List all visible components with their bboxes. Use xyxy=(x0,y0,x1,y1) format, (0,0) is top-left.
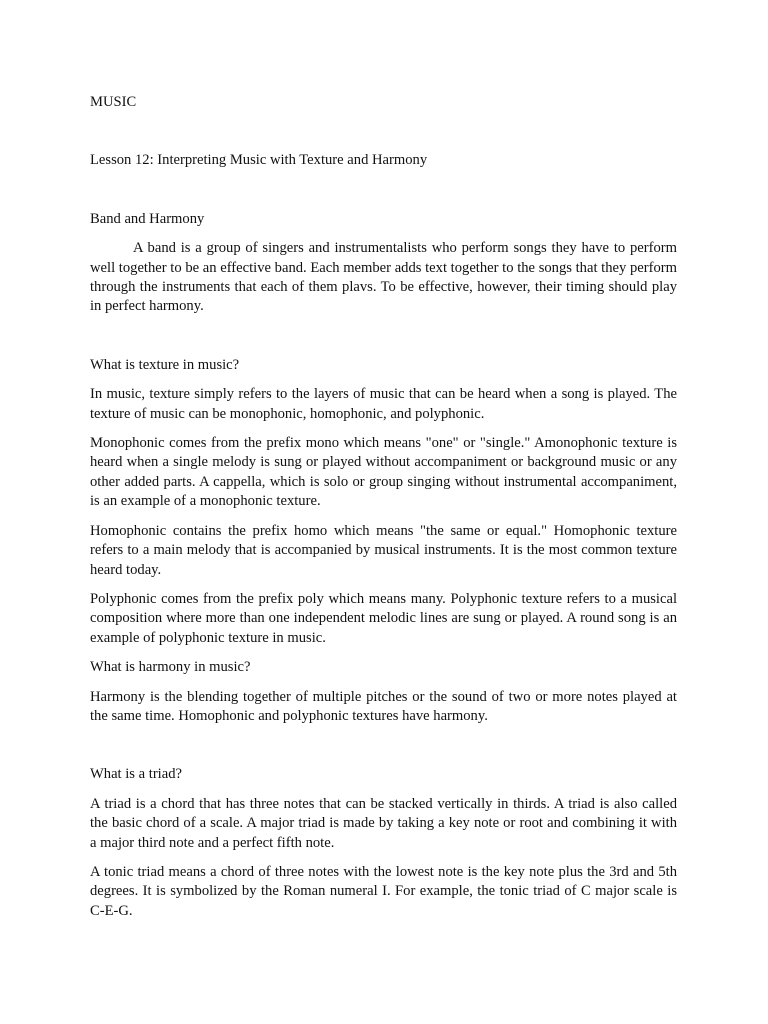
band-heading: Band and Harmony xyxy=(90,210,205,227)
subject-title: MUSIC xyxy=(90,94,137,110)
harmony-heading: What is harmony in music? xyxy=(90,659,251,676)
monophonic-paragraph: Monophonic comes from the prefix mono which means "one" or "single." Amonophonic texture is heard when a single melody is sung or played without accompaniment or background music or any other added parts. A cappella, which is solo or group singing without instrumental accompaniment, is an example of a monophonic texture. xyxy=(90,435,677,510)
texture-intro-paragraph: In music, texture simply refers to the layers of music that can be heard when a song is played. The texture of music can be monophonic, homophonic, and polyphonic. xyxy=(90,386,677,422)
homophonic-paragraph: Homophonic contains the prefix homo which means "the same or equal." Homophonic texture refers to a main melody that is accompanied by musical instruments. It is the most common texture heard today. xyxy=(90,522,677,578)
triad-paragraph-1: A triad is a chord that has three notes that can be stacked vertically in thirds. A triad is also called the basic chord of a scale. A major triad is made by taking a key note or root and combining it with a major third note and a perfect fifth note. xyxy=(90,795,677,851)
band-paragraph: A band is a group of singers and instrumentalists who perform songs they have to perform well together to be an effective band. Each member adds text together to the songs that they perform through the instruments that each of them plavs. To be effective, however, their timing should play in perfect harmony. xyxy=(90,240,677,315)
harmony-paragraph: Harmony is the blending together of multiple pitches or the sound of two or more notes played at the same time. Homophonic and polyphonic textures have harmony. xyxy=(90,688,677,724)
polyphonic-paragraph: Polyphonic comes from the prefix poly which means many. Polyphonic texture refers to a musical composition where more than one independent melodic lines are sung or played. A round song is an example of polyphonic texture in music. xyxy=(90,590,677,646)
document-page xyxy=(90,93,677,921)
texture-heading: What is texture in music? xyxy=(90,356,240,373)
triad-paragraph-2: A tonic triad means a chord of three notes with the lowest note is the key note plus the 3rd and 5th degrees. It is symbolized by the Roman numeral I. For example, the tonic triad of C major scale is C-E-G. xyxy=(90,863,677,919)
triad-heading: What is a triad? xyxy=(90,766,182,783)
lesson-title: Lesson 12: Interpreting Music with Texture and Harmony xyxy=(90,152,428,169)
